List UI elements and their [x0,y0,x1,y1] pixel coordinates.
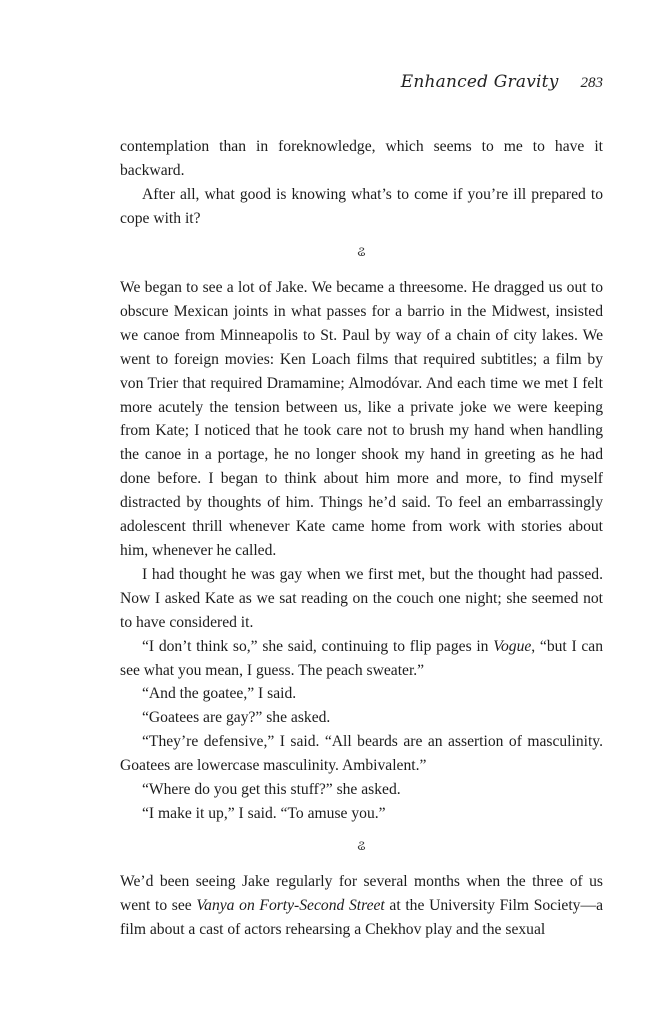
paragraph: After all, what good is knowing what’s to come if you’re ill prepared to cope with it? [120,185,603,227]
paragraph: I had thought he was gay when we first met, but the thought had passed. Now I asked Kate as we sat reading on the couch one night; she seemed not to have considered it. [120,565,603,631]
section-1 [120,135,603,231]
paragraph-dialogue: “They’re defensive,” I said. “All beards are an assertion of masculinity. Goatees are lowercase masculinity. Ambivalent.” [120,733,603,775]
running-title: Enhanced Gravity [400,72,559,92]
text-run: , “but I can see what you mean, I guess. The peach sweater.” [120,637,603,679]
italic-title: Vogue [493,637,532,655]
text-run: We’d been seeing Jake regularly for several months when the three of us went to see [120,873,603,914]
paragraph-continued: contemplation than in foreknowledge, which seems to me to have it backward. [120,138,603,179]
text-run: at the University Film Society—a film about a cast of actors rehearsing a Chekhov play and the sexual [120,896,603,938]
page-number: 283 [580,75,603,91]
section-2 [120,276,603,826]
paragraph-dialogue: “I make it up,” I said. “To amuse you.” [142,804,386,822]
paragraph-dialogue: “Goatees are gay?” she asked. [142,709,331,727]
paragraph-dialogue: “Where do you get this stuff?” she asked. [142,781,401,799]
paragraph-dialogue: “And the goatee,” I said. [142,685,297,703]
section-break-ornament-icon: ଌ [357,839,366,854]
section-3 [120,870,603,942]
paragraph: We began to see a lot of Jake. We became a threesome. He dragged us out to obscure Mexican joints in what passes for a barrio in the Midwest, insisted we canoe from Minneapolis to St. Paul by way of a chain of city lakes. We went to foreign movies: Ken Loach films that required subtitles; a film by von Trier that required Dramamine; Almodóvar. And each time we met I felt more acutely the tension between us, like a private joke we were keeping from Kate; I noticed that he took care not to brush my hand when handling the canoe in a portage, he no longer shook my hand in greeting as he had done before. I began to think about him more and more, to find myself distracted by thoughts of him. Things he’d said. To feel an embarrassingly adolescent thrill whenever Kate came home from work with stories about him, whenever he called. [120,279,603,559]
section-break-ornament-icon: ଌ [357,245,366,260]
text-run: “I don’t think so,” she said, continuing to flip pages in [142,637,494,655]
paragraph-dialogue [120,635,603,683]
paragraph [120,870,603,942]
running-head [401,72,603,102]
italic-title: Vanya on Forty-Second Street [196,896,385,914]
